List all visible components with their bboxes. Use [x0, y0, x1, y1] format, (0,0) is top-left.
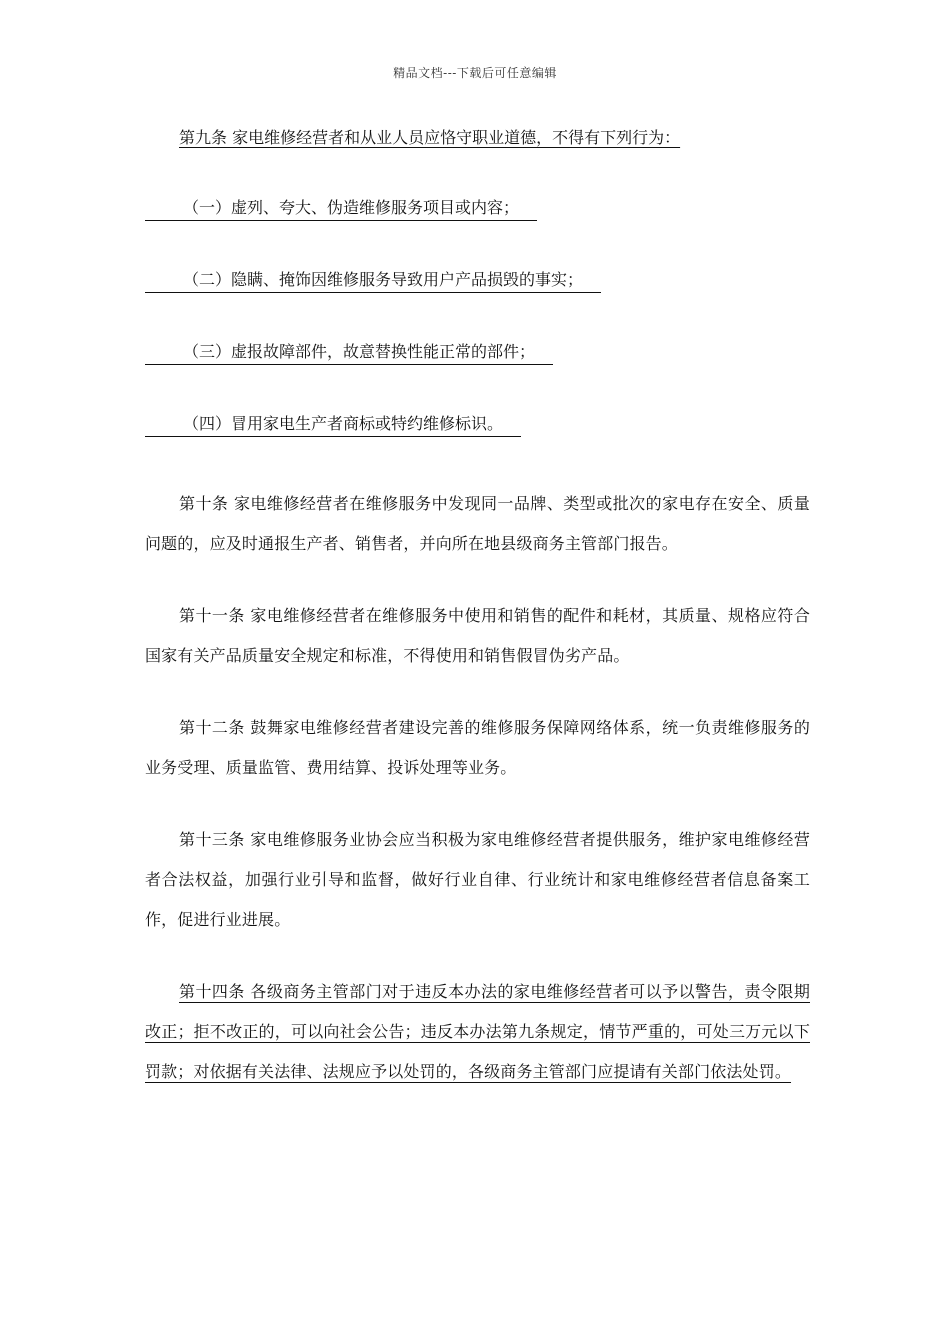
- article-9-item-2: [145, 268, 810, 296]
- list-item: （三）虚报故障部件，故意替换性能正常的部件；: [145, 340, 553, 365]
- article-11: 第十一条 家电维修经营者在维修服务中使用和销售的配件和耗材，其质量、规格应符合国家有关产品质量安全规定和标准，不得使用和销售假冒伪劣产品。: [145, 606, 810, 665]
- article-9-heading: [145, 124, 810, 152]
- page-header: 精品文档---下载后可任意编辑: [393, 66, 557, 80]
- article-9-item-4: [145, 412, 810, 440]
- article-10: 第十条 家电维修经营者在维修服务中发现同一品牌、类型或批次的家电存在安全、质量问题的，应及时通报生产者、销售者，并向所在地县级商务主管部门报告。: [145, 494, 810, 553]
- list-item: （二）隐瞒、掩饰因维修服务导致用户产品损毁的事实；: [145, 268, 601, 293]
- article-14: [145, 972, 810, 1092]
- list-item: （一）虚列、夸大、伪造维修服务项目或内容；: [145, 196, 537, 221]
- article-9-text: 第九条 家电维修经营者和从业人员应恪守职业道德，不得有下列行为：: [179, 128, 681, 147]
- document-body: [145, 124, 810, 1124]
- article-9-item-3: [145, 340, 810, 368]
- article-9-item-1: [145, 196, 810, 224]
- list-item: （四）冒用家电生产者商标或特约维修标识。: [145, 412, 521, 437]
- article-12: 第十二条 鼓舞家电维修经营者建设完善的维修服务保障网络体系，统一负责维修服务的业务受理、质量监管、费用结算、投诉处理等业务。: [145, 718, 810, 777]
- article-14-text: 第十四条 各级商务主管部门对于违反本办法的家电维修经营者可以予以警告，责令限期改正；拒不改正的，可以向社会公告；违反本办法第九条规定，情节严重的，可处三万元以下罚款；对依据有关法律、法规应予以处罚的，各级商务主管部门应提请有关部门依法处罚。: [145, 982, 810, 1081]
- article-13: 第十三条 家电维修服务业协会应当积极为家电维修经营者提供服务，维护家电维修经营者合法权益，加强行业引导和监督，做好行业自律、行业统计和家电维修经营者信息备案工作，促进行业进展。: [145, 830, 810, 929]
